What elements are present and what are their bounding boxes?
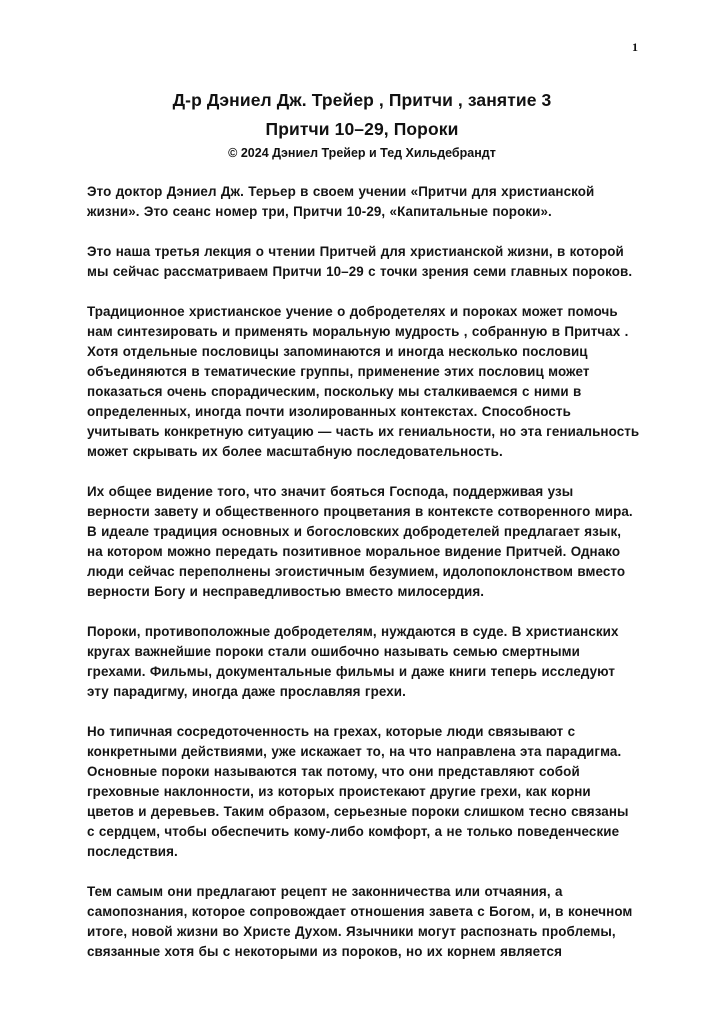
paragraph-6: Но типичная сосредоточенность на грехах, которые люди связывают с конкретными действиями, уже искажает то, на что направлена эта парадигма. Основные пороки называются так потому, что они представляют собой греховные наклонности, из которых проистекают другие грехи, как корни цветов и деревьев. Таким образом, серьезные пороки слишком тесно связаны с сердцем, чтобы обеспечить кому-либо комфорт, а не только поведенческие последствия. [87, 724, 629, 859]
document-header [0, 0, 724, 160]
paragraph-1: Это доктор Дэниел Дж. Терьер в своем учении «Притчи для христианской жизни». Это сеанс номер три, Притчи 10-29, «Капитальные пороки». [87, 184, 595, 219]
document-title-line2: Притчи 10–29, Пороки [265, 119, 459, 139]
paragraph-4: Их общее видение того, что значит бояться Господа, поддерживая узы верности завету и общественного процветания в контексте сотворенного мира. В идеале традиция основных и богословских добродетелей предлагает язык, на котором можно передать позитивное моральное видение Притчей. Однако люди сейчас переполнены эгоистичным безумием, идолопоклонством вместо верности Богу и несправедливостью вместо милосердия. [87, 484, 633, 599]
paragraph-3: Традиционное христианское учение о добродетелях и пороках может помочь нам синтезировать и применять моральную мудрость , собранную в Притчах . Хотя отдельные пословицы запоминаются и иногда несколько пословиц объединяются в тематические группы, применение этих пословиц может показаться очень спорадическим, поскольку мы сталкиваемся с ними в определенных, иногда почти изолированных контекстах. Способность учитывать конкретную ситуацию — часть их гениальности, но эта гениальность может скрывать их более масштабную последовательность. [87, 304, 640, 459]
page-number: 1 [632, 40, 638, 54]
paragraph-7: Тем самым они предлагают рецепт не законничества или отчаяния, а самопознания, которое сопровождает отношения завета с Богом, и, в конечном итоге, новой жизни во Христе Духом. Язычники могут распознать проблемы, связанные хотя бы с некоторыми из пороков, но их корнем является [87, 884, 633, 959]
document-title-line1: Д-р Дэниел Дж. Трейер , Притчи , занятие 3 [172, 90, 552, 110]
paragraph-5: Пороки, противоположные добродетелям, нуждаются в суде. В христианских кругах важнейшие пороки стали ошибочно называть семью смертными грехами. Фильмы, документальные фильмы и даже книги теперь исследуют эту парадигму, иногда даже прославляя грехи. [87, 624, 619, 699]
paragraph-2: Это наша третья лекция о чтении Притчей для христианской жизни, в которой мы сейчас рассматриваем Притчи 10–29 с точки зрения семи главных пороков. [87, 244, 633, 279]
document-body [0, 160, 724, 962]
copyright-line: © 2024 Дэниел Трейер и Тед Хильдебрандт [228, 146, 496, 160]
